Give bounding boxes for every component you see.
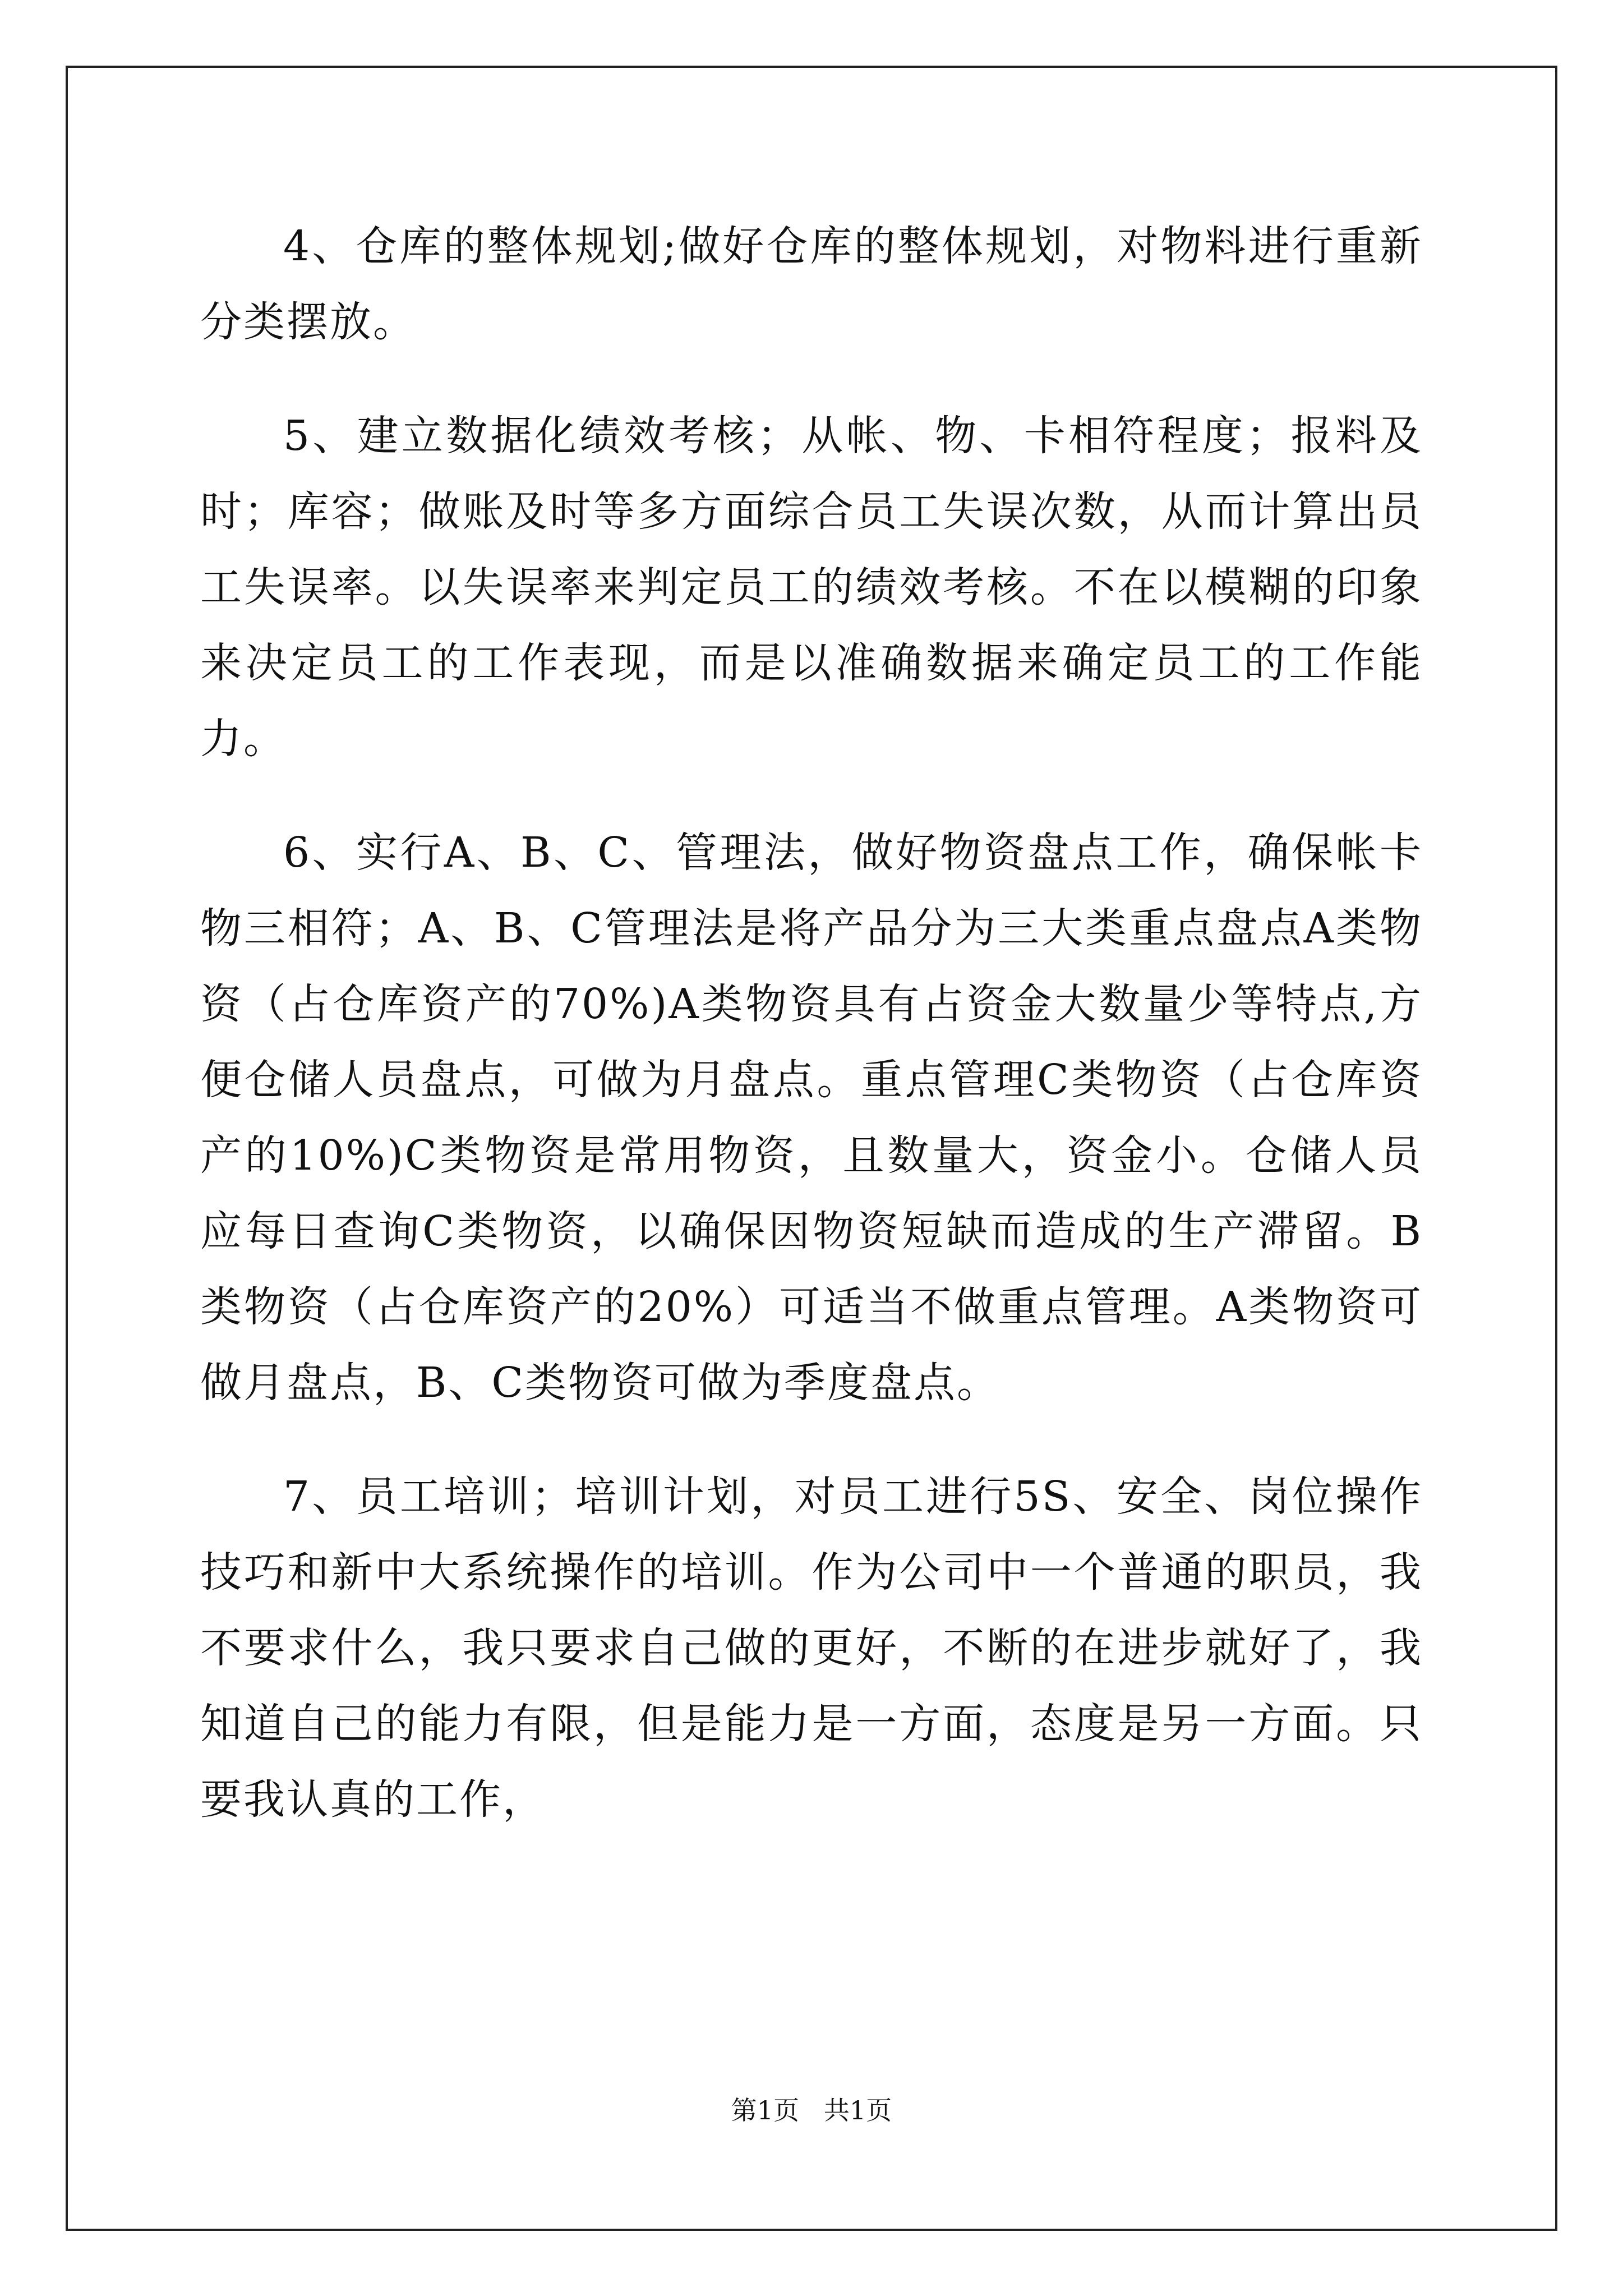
document-body (200, 209, 1423, 1838)
page-footer: 第1页 共1页 (731, 2095, 892, 2125)
paragraph-6: 6、实行A、B、C、管理法，做好物资盘点工作，确保帐卡物三相符；A、B、C管理法是将产品分为三大类重点盘点A类物资（占仓库资产的70%)A类物资具有占资金大数量少等特点,方便仓储人员盘点，可做为月盘点。重点管理C类物资（占仓库资产的10%)C类物资是常用物资，且数量大，资金小。仓储人员应每日查询C类物资，以确保因物资短缺而造成的生产滞留。B类物资（占仓库资产的20%）可适当不做重点管理。A类物资可做月盘点，B、C类物资可做为季度盘点。 (200, 829, 1423, 1407)
paragraph-5: 5、建立数据化绩效考核；从帐、物、卡相符程度；报料及时；库容；做账及时等多方面综合员工失误次数，从而计算出员工失误率。以失误率来判定员工的绩效考核。不在以模糊的印象来决定员工的工作表现，而是以准确数据来确定员工的工作能力。 (200, 412, 1423, 763)
paragraph-4: 4、仓库的整体规划;做好仓库的整体规划，对物料进行重新分类摆放。 (200, 222, 1423, 346)
paragraph-7: 7、员工培训；培训计划，对员工进行5S、安全、岗位操作技巧和新中大系统操作的培训。作为公司中一个普通的职员，我不要求什么，我只要求自己做的更好，不断的在进步就好了，我知道自己的能力有限，但是能力是一方面，态度是另一方面。只要我认真的工作， (200, 1473, 1423, 1824)
